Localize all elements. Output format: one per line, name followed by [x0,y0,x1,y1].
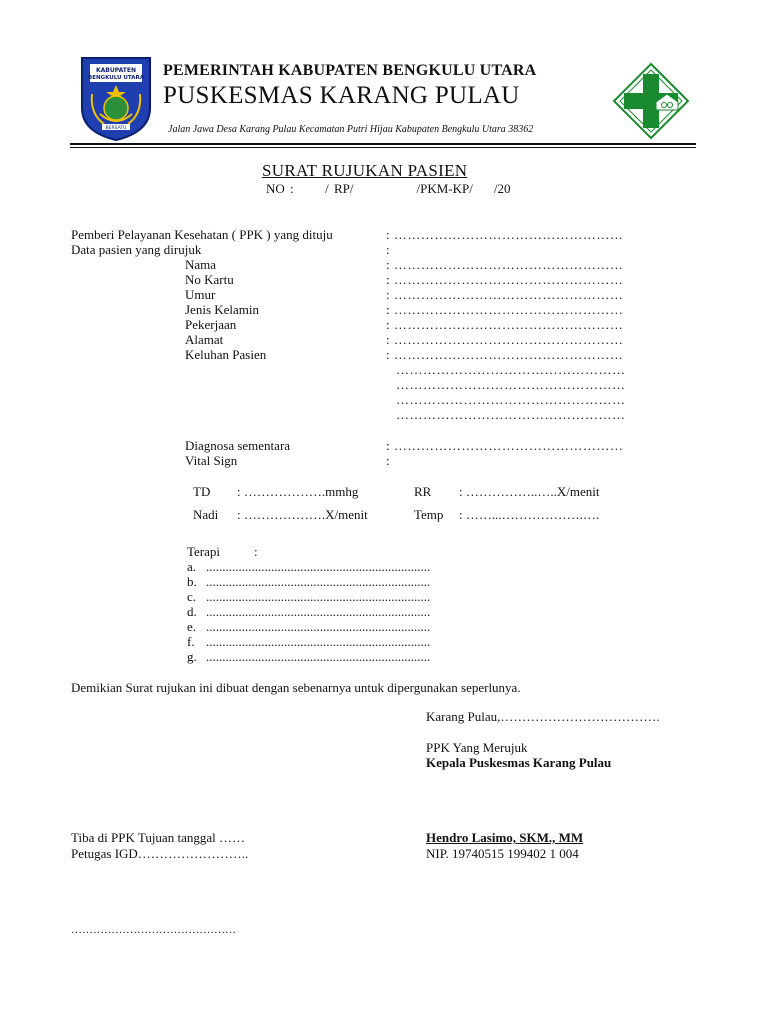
header-divider-thin [70,147,696,148]
keluhan-extra-line: …………………………………………… [396,392,626,407]
field-label-alamat: Alamat [185,332,224,347]
terapi-item-letter: b. [187,574,197,589]
td-label: TD [193,484,211,499]
vital-sign-colon: : [386,453,390,468]
terapi-item-dots: ..................................................................... [206,574,431,589]
puskesmas-cross-logo [612,62,690,140]
field-label-keluhan: Keluhan Pasien [185,347,267,362]
vital-sign-label: Vital Sign [185,453,238,468]
signer-role: PPK Yang Merujuk [426,740,528,755]
field-value-keluhan: : …………………………………………… [386,347,624,362]
temp-label: Temp [414,507,444,522]
field-label-pekerjaan: Pekerjaan [185,317,237,332]
terapi-item-dots: ..................................................................... [206,649,431,664]
terapi-item-letter: c. [187,589,197,604]
ppk-label: Pemberi Pelayanan Kesehatan ( PPK ) yang dituju [71,227,333,242]
terapi-item-letter: f. [187,634,195,649]
ppk-value: : …………………………………………… [386,227,624,242]
place-date: Karang Pulau,………………………………. [426,709,660,724]
td-value: : ……………….mmhg [237,484,359,499]
terapi-item-dots: ..................................................................... [206,634,431,649]
terapi-item-dots: ..................................................................... [206,559,431,574]
closing-statement: Demikian Surat rujukan ini dibuat dengan sebenarnya untuk dipergunakan seperlunya. [71,680,521,695]
bottom-signature-line: ……………………………………… [71,924,236,936]
header-divider-thick [70,143,696,145]
field-value-alamat: : …………………………………………… [386,332,624,347]
terapi-label: Terapi [187,544,221,559]
patient-data-colon: : [386,242,390,257]
field-value-umur: : …………………………………………… [386,287,624,302]
field-value-nama: : …………………………………………… [386,257,624,272]
rr-value: : ……………..…..X/menit [459,484,600,499]
nadi-value: : ……………….X/menit [237,507,368,522]
government-heading: PEMERINTAH KABUPATEN BENGKULU UTARA [163,62,537,79]
temp-value: : ……...……………….…. [459,507,600,522]
keluhan-extra-line: …………………………………………… [396,362,626,377]
field-label-nama: Nama [185,257,217,272]
keluhan-extra-line: …………………………………………… [396,407,626,422]
field-value-jenis-kelamin: : …………………………………………… [386,302,624,317]
field-label-no-kartu: No Kartu [185,272,234,287]
puskesmas-name-heading: PUSKESMAS KARANG PULAU [163,82,520,109]
logo-text-bottom: BERSATU [105,126,127,131]
terapi-item-letter: a. [187,559,197,574]
signer-name: Hendro Lasimo, SKM., MM [426,830,584,845]
bengkulu-utara-seal-logo [78,54,154,142]
diagnosa-value: : …………………………………………… [386,438,624,453]
rr-label: RR [414,484,432,499]
field-value-no-kartu: : …………………………………………… [386,272,624,287]
field-value-pekerjaan: : …………………………………………… [386,317,624,332]
terapi-item-dots: ..................................................................... [206,589,431,604]
field-label-umur: Umur [185,287,216,302]
signer-title: Kepala Puskesmas Karang Pulau [426,755,612,770]
terapi-item-dots: ..................................................................... [206,604,431,619]
patient-data-label: Data pasien yang dirujuk [71,242,202,257]
document-title: SURAT RUJUKAN PASIEN [262,161,468,180]
logo-text-mid: BENGKULU UTARA [88,75,144,81]
arrival-date-label: Tiba di PPK Tujuan tanggal …… [71,830,245,845]
terapi-colon: : [254,544,258,559]
terapi-item-letter: g. [187,649,197,664]
address-line: Jalan Jawa Desa Karang Pulau Kecamatan Putri Hijau Kabupaten Bengkulu Utara 38362 [168,124,534,135]
terapi-item-letter: d. [187,604,197,619]
field-label-jenis-kelamin: Jenis Kelamin [185,302,260,317]
diagnosa-label: Diagnosa sementara [185,438,291,453]
logo-text-top: KABUPATEN [96,67,136,74]
document-number: NO : / RP/ /PKM-KP/ /20 [266,181,511,196]
terapi-item-letter: e. [187,619,197,634]
signer-nip: NIP. 19740515 199402 1 004 [426,846,579,861]
keluhan-extra-line: …………………………………………… [396,377,626,392]
nadi-label: Nadi [193,507,219,522]
igd-officer-label: Petugas IGD…………………….. [71,846,249,861]
terapi-item-dots: ..................................................................... [206,619,431,634]
